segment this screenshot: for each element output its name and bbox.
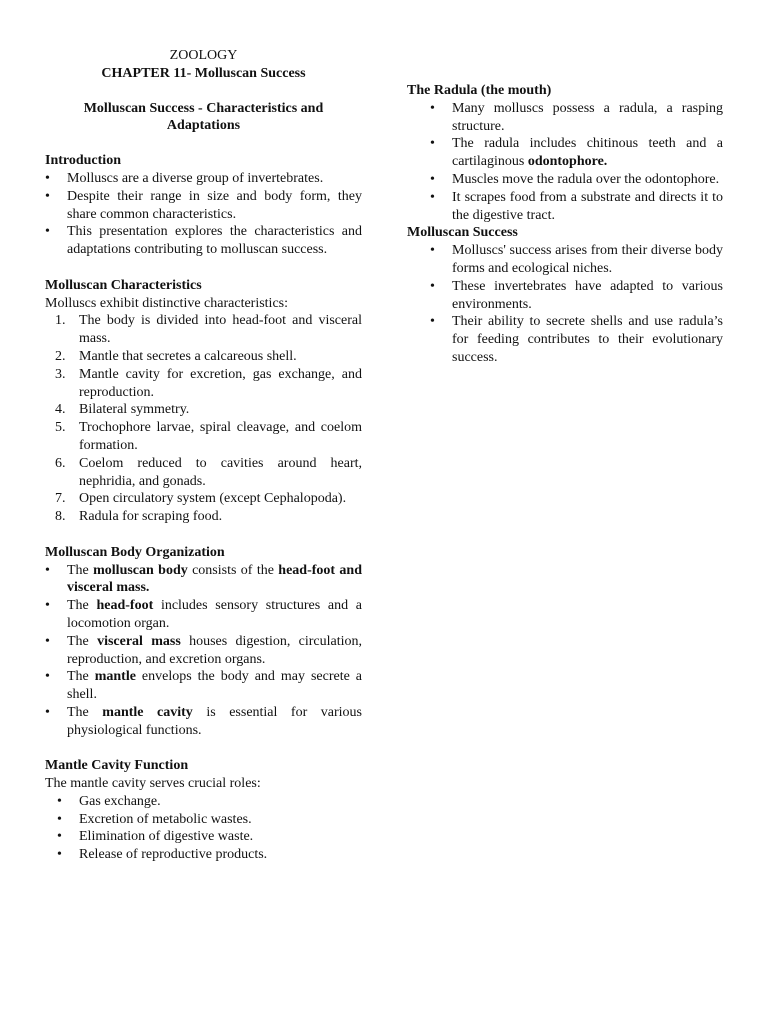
list-item [45, 312, 362, 348]
list-item [45, 401, 362, 419]
list-item [45, 348, 362, 366]
item-number: 1. [55, 313, 66, 329]
list-item: • The molluscan body consists of the head-foot and visceral mass. [45, 562, 362, 598]
item-number: 6. [55, 455, 66, 471]
body-organization-list [45, 562, 362, 740]
mantle-cavity-intro: The mantle cavity serves crucial roles: [45, 776, 261, 792]
characteristics-heading: Molluscan Characteristics [45, 277, 202, 293]
list-item: • Release of reproductive products. [45, 846, 362, 864]
list-item: • The head-foot includes sensory structures and a locomotion organ. [45, 597, 362, 633]
success-list [407, 242, 723, 367]
radula-heading: The Radula (the mouth) [407, 83, 552, 98]
list-item: • The visceral mass houses digestion, circulation, reproduction, and excretion organs. [45, 633, 362, 669]
item-text: Mantle cavity for excretion, gas exchange, and reproduction. [79, 366, 362, 400]
list-item: • Excretion of metabolic wastes. [45, 811, 362, 829]
list-item: • The mantle cavity is essential for various physiological functions. [45, 704, 362, 740]
list-item: • Molluscs are a diverse group of invertebrates. [45, 170, 362, 188]
item-text: Trochophore larvae, spiral cleavage, and coelom formation. [79, 420, 362, 453]
list-item [45, 508, 362, 526]
item-number: 5. [55, 420, 66, 436]
item-number: 3. [55, 366, 66, 382]
list-item: • Many molluscs possess a radula, a rasping structure. [407, 100, 723, 136]
item-text: Coelom reduced to cavities around heart, nephridia, and gonads. [79, 455, 362, 489]
mantle-cavity-list [45, 793, 362, 864]
radula-list [407, 100, 723, 225]
list-item: • Elimination of digestive waste. [45, 828, 362, 846]
item-text: Radula for scraping food. [79, 509, 223, 525]
list-item: • This presentation explores the characteristics and adaptations contributing to molluscan success. [45, 223, 362, 259]
characteristics-intro: Molluscs exhibit distinctive characteristics: [45, 295, 288, 311]
item-text: The body is divided into head-foot and visceral mass. [79, 313, 362, 347]
list-item [45, 419, 362, 455]
item-text: Mantle that secretes a calcareous shell. [79, 348, 297, 364]
document-subtitle: Molluscan Success - Characteristics and Adaptations [83, 100, 324, 134]
characteristics-list [45, 312, 362, 526]
item-number: 8. [55, 509, 66, 525]
subject-title: ZOOLOGY [169, 48, 238, 63]
body-organization-heading: Molluscan Body Organization [45, 544, 225, 560]
list-item [45, 366, 362, 402]
list-item: • Gas exchange. [45, 793, 362, 811]
list-item [45, 455, 362, 491]
chapter-title: CHAPTER 11- Molluscan Success [101, 65, 306, 81]
mantle-cavity-heading: Mantle Cavity Function [45, 758, 189, 774]
list-item: • Their ability to secrete shells and use radula’s for feeding contributes to their evolutionary success. [407, 313, 723, 366]
right-column [407, 0, 723, 367]
list-item: • Despite their range in size and body form, they share common characteristics. [45, 188, 362, 224]
document-header [45, 47, 362, 83]
item-number: 7. [55, 491, 66, 507]
list-item: • Molluscs' success arises from their diverse body forms and ecological niches. [407, 242, 723, 278]
list-item: • These invertebrates have adapted to various environments. [407, 278, 723, 314]
list-item [45, 490, 362, 508]
item-text: Open circulatory system (except Cephalopoda). [79, 491, 347, 507]
left-column [45, 0, 362, 864]
list-item: • The radula includes chitinous teeth and a cartilaginous odontophore. [407, 135, 723, 171]
list-item: • The mantle envelops the body and may secrete a shell. [45, 668, 362, 704]
introduction-list [45, 170, 362, 259]
introduction-heading: Introduction [45, 153, 121, 169]
list-item: • Muscles move the radula over the odontophore. [407, 171, 723, 189]
item-number: 4. [55, 402, 66, 418]
list-item: • It scrapes food from a substrate and directs it to the digestive tract. [407, 189, 723, 225]
success-heading: Molluscan Success [407, 225, 518, 241]
item-text: Bilateral symmetry. [79, 402, 190, 418]
item-number: 2. [55, 348, 66, 364]
